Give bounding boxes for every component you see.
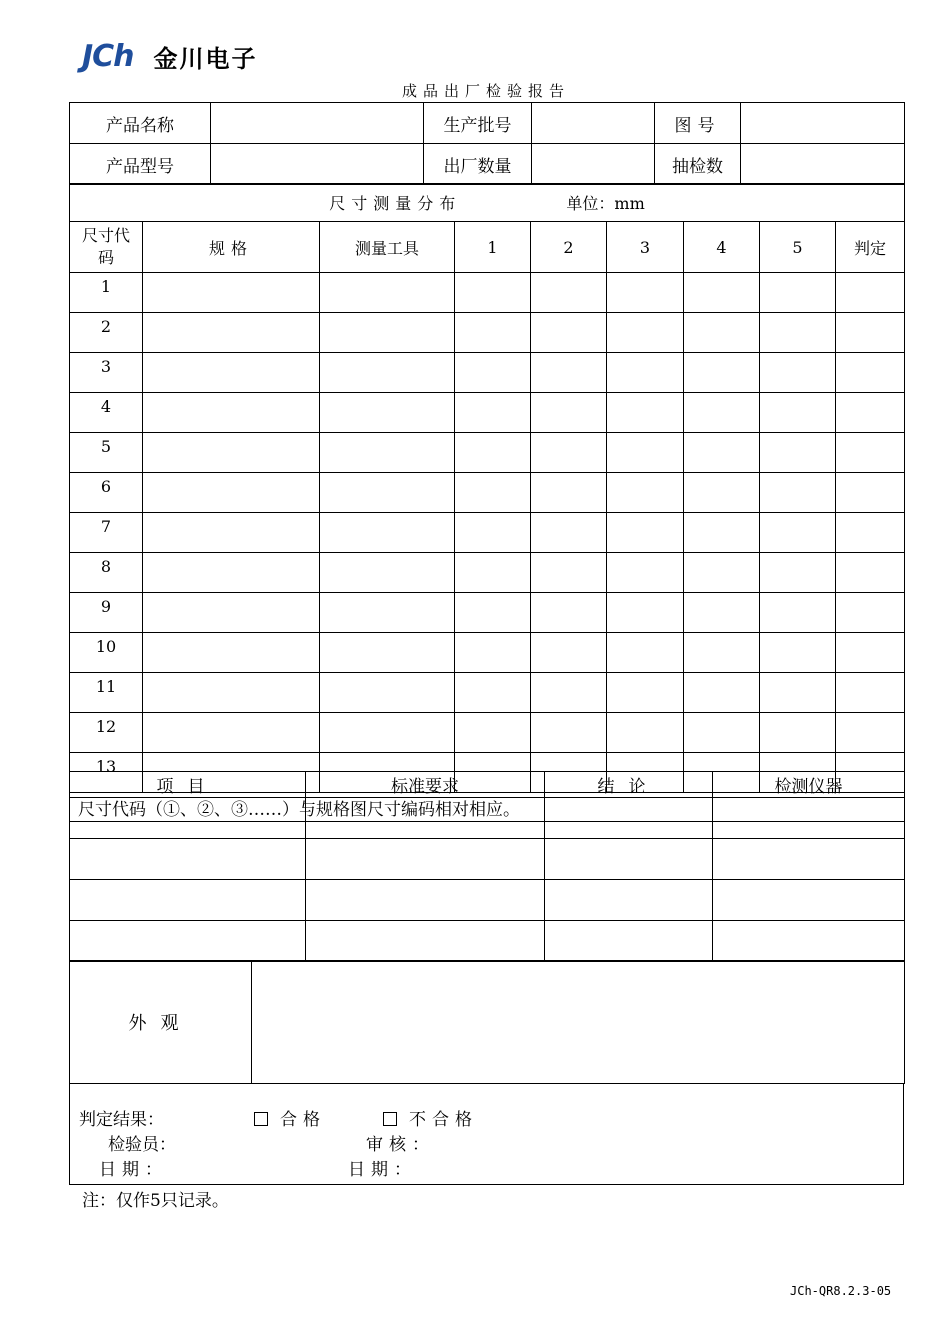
dimension-cell[interactable] (607, 273, 684, 313)
fail-label: 不合格 (409, 1110, 478, 1130)
appearance-label: 外观 (70, 961, 252, 1084)
dimension-cell[interactable] (684, 353, 760, 393)
dimension-unit: 单位：mm (566, 194, 645, 213)
dimension-cell[interactable] (320, 473, 455, 513)
appearance-field[interactable] (252, 961, 905, 1084)
dimension-cell[interactable] (143, 713, 320, 753)
dimension-cell[interactable] (684, 313, 760, 353)
dimension-table (69, 183, 905, 822)
dimension-cell[interactable] (607, 473, 684, 513)
dimension-col-header: 1 (455, 222, 531, 273)
dimension-cell[interactable] (760, 393, 836, 433)
standards-cell[interactable] (70, 798, 306, 839)
dimension-code: 3 (70, 353, 143, 393)
dimension-cell[interactable] (531, 273, 607, 313)
pass-label: 合格 (280, 1110, 326, 1130)
dimension-cell[interactable] (760, 353, 836, 393)
table-row (70, 880, 905, 921)
pass-option[interactable] (254, 1105, 326, 1130)
dimension-cell[interactable] (760, 593, 836, 633)
table-row (70, 839, 905, 880)
dimension-cell[interactable] (455, 593, 531, 633)
dimension-caption-cell (70, 184, 905, 222)
dimension-code: 13 (70, 753, 143, 793)
dimension-col-header: 规格 (143, 222, 320, 273)
dimension-cell[interactable] (836, 713, 905, 753)
dimension-cell[interactable] (143, 633, 320, 673)
batch-label: 生产批号 (424, 103, 532, 144)
standards-cell[interactable] (713, 880, 905, 921)
document-title: 成品出厂检验报告 (401, 82, 570, 100)
dimension-cell[interactable] (760, 273, 836, 313)
dimension-cell[interactable] (760, 513, 836, 553)
dimension-code: 2 (70, 313, 143, 353)
dimension-cell[interactable] (143, 513, 320, 553)
table-row (70, 673, 905, 713)
dimension-cell[interactable] (455, 473, 531, 513)
dimension-cell[interactable] (320, 673, 455, 713)
standards-cell[interactable] (713, 839, 905, 880)
dimension-cell[interactable] (531, 393, 607, 433)
dimension-col-header: 4 (684, 222, 760, 273)
standards-cell[interactable] (545, 880, 713, 921)
standards-cell[interactable] (713, 921, 905, 962)
drawing-no-label: 图号 (655, 103, 741, 144)
dimension-cell[interactable] (760, 433, 836, 473)
standards-cell[interactable] (70, 880, 306, 921)
dimension-cell[interactable] (455, 433, 531, 473)
dimension-col-header: 测量工具 (320, 222, 455, 273)
dimension-cell[interactable] (760, 713, 836, 753)
sample-field[interactable] (741, 144, 905, 185)
drawing-no-field[interactable] (741, 103, 905, 144)
dimension-cell[interactable] (531, 313, 607, 353)
standards-cell[interactable] (70, 921, 306, 962)
dimension-cell[interactable] (455, 553, 531, 593)
dimension-code: 8 (70, 553, 143, 593)
appearance-table (69, 960, 905, 1084)
table-row (70, 513, 905, 553)
dimension-cell[interactable] (320, 713, 455, 753)
result-label: 判定结果： (79, 1110, 164, 1130)
dimension-cell[interactable] (684, 273, 760, 313)
table-row (70, 353, 905, 393)
batch-field[interactable] (532, 103, 655, 144)
dimension-cell[interactable] (320, 313, 455, 353)
dimension-cell[interactable] (143, 393, 320, 433)
dimension-cell[interactable] (836, 273, 905, 313)
dimension-code: 10 (70, 633, 143, 673)
standards-cell[interactable] (545, 798, 713, 839)
dimension-cell[interactable] (455, 513, 531, 553)
dimension-code: 4 (70, 393, 143, 433)
inspector-date-label: 日期： (99, 1160, 168, 1180)
qty-field[interactable] (532, 144, 655, 185)
dimension-code: 11 (70, 673, 143, 713)
dimension-cell[interactable] (320, 433, 455, 473)
dimension-cell[interactable] (455, 713, 531, 753)
dimension-cell[interactable] (760, 473, 836, 513)
dimension-cell[interactable] (607, 313, 684, 353)
dimension-cell[interactable] (607, 593, 684, 633)
standards-cell[interactable] (306, 798, 545, 839)
dimension-cell[interactable] (760, 673, 836, 713)
dimension-code: 6 (70, 473, 143, 513)
header-table (69, 102, 905, 185)
dimension-cell[interactable] (684, 673, 760, 713)
dimension-cell[interactable] (531, 353, 607, 393)
dimension-cell[interactable] (607, 633, 684, 673)
table-row (70, 593, 905, 633)
dimension-cell[interactable] (607, 433, 684, 473)
standards-col-header: 检测仪器 (713, 772, 905, 798)
reviewer-date-label: 日期： (348, 1160, 417, 1180)
dimension-cell[interactable] (143, 353, 320, 393)
dimension-cell[interactable] (836, 433, 905, 473)
dimension-cell[interactable] (143, 593, 320, 633)
dimension-cell[interactable] (836, 513, 905, 553)
company-name: 金川电子 (153, 44, 258, 73)
dimension-code: 12 (70, 713, 143, 753)
dimension-cell[interactable] (836, 353, 905, 393)
dimension-cell[interactable] (531, 513, 607, 553)
dimension-cell[interactable] (531, 713, 607, 753)
sample-label: 抽检数 (655, 144, 741, 185)
dimension-cell[interactable] (455, 273, 531, 313)
standards-cell[interactable] (306, 921, 545, 962)
dimension-cell[interactable] (531, 593, 607, 633)
dimension-cell[interactable] (684, 393, 760, 433)
footnote: 注：仅作5只记录。 (82, 1191, 229, 1211)
fail-option[interactable] (383, 1105, 478, 1130)
table-row (70, 798, 905, 839)
dimension-cell[interactable] (320, 553, 455, 593)
dimension-cell[interactable] (320, 273, 455, 313)
dimension-cell[interactable] (531, 673, 607, 713)
dimension-cell[interactable] (143, 473, 320, 513)
dimension-cell[interactable] (684, 553, 760, 593)
product-name-label: 产品名称 (70, 103, 211, 144)
dimension-cell[interactable] (320, 593, 455, 633)
dimension-cell[interactable] (143, 273, 320, 313)
dimension-cell[interactable] (455, 353, 531, 393)
table-row (70, 921, 905, 962)
dimension-cell[interactable] (531, 473, 607, 513)
table-row (70, 393, 905, 433)
dimension-cell[interactable] (143, 553, 320, 593)
dimension-col-header: 3 (607, 222, 684, 273)
standards-cell[interactable] (713, 798, 905, 839)
dimension-cell[interactable] (684, 713, 760, 753)
standards-col-header: 标准要求 (306, 772, 545, 798)
table-row (70, 553, 905, 593)
fail-checkbox[interactable] (383, 1112, 397, 1126)
dimension-code: 9 (70, 593, 143, 633)
qty-label: 出厂数量 (424, 144, 532, 185)
dimension-cell[interactable] (836, 633, 905, 673)
dimension-cell[interactable] (836, 313, 905, 353)
dimension-caption: 尺寸测量分布 (329, 194, 462, 213)
dimension-note: 尺寸代码（①、②、③……）与规格图尺寸编码相对相应。 (70, 793, 905, 822)
dimension-cell[interactable] (684, 593, 760, 633)
standards-cell[interactable] (70, 839, 306, 880)
table-row (70, 433, 905, 473)
dimension-cell[interactable] (760, 553, 836, 593)
dimension-cell[interactable] (143, 313, 320, 353)
dimension-cell[interactable] (684, 513, 760, 553)
dimension-cell[interactable] (760, 313, 836, 353)
dimension-col-header: 判定 (836, 222, 905, 273)
dimension-cell[interactable] (320, 633, 455, 673)
table-row (70, 313, 905, 353)
standards-cell[interactable] (306, 839, 545, 880)
dimension-cell[interactable] (684, 433, 760, 473)
dimension-cell[interactable] (607, 673, 684, 713)
dimension-cell[interactable] (531, 633, 607, 673)
dimension-col-header: 5 (760, 222, 836, 273)
dimension-col-header: 尺寸代码 (70, 222, 143, 273)
product-name-field[interactable] (211, 103, 424, 144)
dimension-code: 7 (70, 513, 143, 553)
dimension-code: 5 (70, 433, 143, 473)
standards-cell[interactable] (545, 839, 713, 880)
model-field[interactable] (211, 144, 424, 185)
standards-cell[interactable] (306, 880, 545, 921)
logo-mark: JCh (82, 38, 134, 74)
table-row (70, 713, 905, 753)
dimension-cell[interactable] (836, 673, 905, 713)
dimension-cell[interactable] (836, 553, 905, 593)
dimension-cell[interactable] (607, 513, 684, 553)
dimension-cell[interactable] (836, 593, 905, 633)
table-row (70, 633, 905, 673)
inspector-label: 检验员： (108, 1135, 176, 1155)
dimension-cell[interactable] (607, 553, 684, 593)
dimension-cell[interactable] (320, 353, 455, 393)
dimension-cell[interactable] (455, 673, 531, 713)
model-label: 产品型号 (70, 144, 211, 185)
dimension-cell[interactable] (684, 473, 760, 513)
dimension-cell[interactable] (607, 713, 684, 753)
dimension-cell[interactable] (760, 633, 836, 673)
signoff-section (69, 1083, 904, 1185)
dimension-code: 1 (70, 273, 143, 313)
standards-col-header: 结论 (545, 772, 713, 798)
dimension-cell[interactable] (455, 393, 531, 433)
dimension-cell[interactable] (320, 513, 455, 553)
table-row (70, 473, 905, 513)
dimension-cell[interactable] (455, 313, 531, 353)
dimension-cell[interactable] (531, 433, 607, 473)
dimension-cell[interactable] (143, 673, 320, 713)
dimension-cell[interactable] (607, 353, 684, 393)
form-code: JCh-QR8.2.3-05 (790, 1284, 892, 1298)
dimension-cell[interactable] (455, 633, 531, 673)
pass-checkbox[interactable] (254, 1112, 268, 1126)
dimension-cell[interactable] (836, 473, 905, 513)
dimension-cell[interactable] (531, 553, 607, 593)
dimension-cell[interactable] (607, 393, 684, 433)
table-row (70, 273, 905, 313)
dimension-cell[interactable] (836, 393, 905, 433)
standards-cell[interactable] (545, 921, 713, 962)
dimension-cell[interactable] (143, 433, 320, 473)
dimension-col-header: 2 (531, 222, 607, 273)
dimension-cell[interactable] (684, 633, 760, 673)
dimension-cell[interactable] (320, 393, 455, 433)
company-logo (82, 40, 258, 72)
standards-col-header: 项目 (70, 772, 306, 798)
standards-table (69, 771, 905, 962)
reviewer-label: 审核： (366, 1135, 435, 1155)
